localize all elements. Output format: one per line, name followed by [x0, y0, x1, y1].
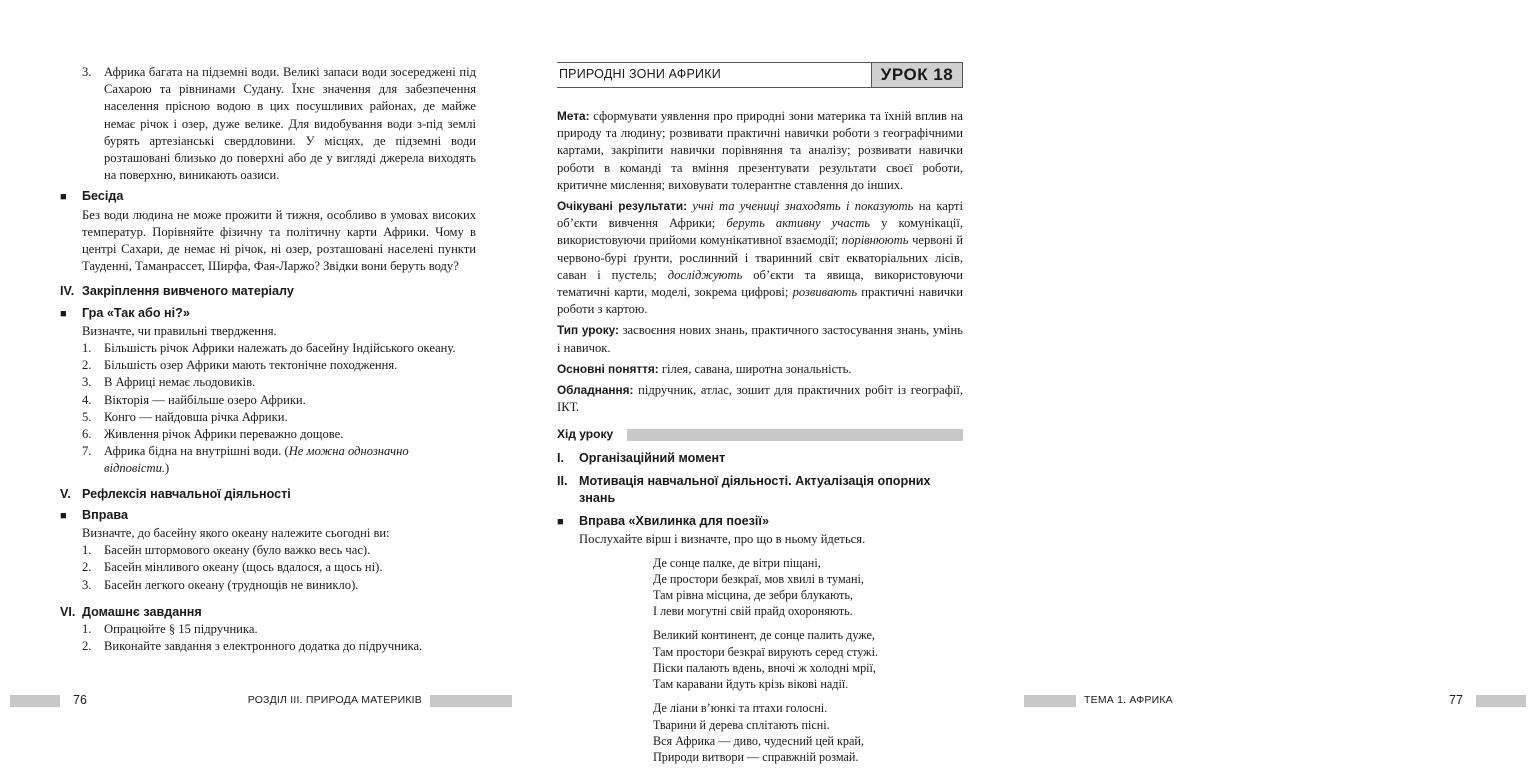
- lesson-progress-heading: [557, 426, 963, 443]
- goal-block: [557, 108, 963, 194]
- results-block: [557, 198, 963, 318]
- goal-text: сформувати уявлення про природні зони материка та їхній вплив на природу та людину; розвивати практичні навички роботи з географічними картами, закріпити навички порівняння та аналізу; розвивати навички роботи в команді та вміння презентувати результати своєї роботи, критичне мислення; виховувати толерантне ставлення до інших.: [557, 109, 963, 192]
- running-head: РОЗДІЛ ІІІ. ПРИРОДА МАТЕРИКІВ: [247, 694, 422, 707]
- poem-line: Великий континент, де сонце палить дуже,: [653, 628, 875, 643]
- section-heading-vi: [60, 604, 476, 621]
- square-bullet-icon: ■: [60, 307, 67, 320]
- section-heading-v: [60, 486, 476, 503]
- lesson-header: [557, 62, 963, 88]
- footer-bar: [430, 695, 512, 707]
- item-number: 3.: [82, 577, 92, 592]
- poem-stanza: [653, 555, 963, 620]
- poem-line: Там каравани йдуть крізь вікові надії.: [653, 677, 849, 692]
- square-bullet-icon: ■: [60, 191, 67, 204]
- item-text: Виконайте завдання з електронного додатка до підручника.: [104, 639, 423, 654]
- footer-bar: [10, 695, 60, 707]
- results-label: Очікувані результати:: [557, 199, 688, 214]
- results-verb: беруть активну участь: [726, 216, 871, 231]
- poem-stanza: [653, 700, 963, 765]
- item-number: 3.: [82, 375, 92, 390]
- section-number: IV.: [60, 284, 75, 299]
- poem-stanza: [653, 627, 963, 692]
- item-number: 3.: [82, 65, 92, 79]
- item-text: Більшість озер Африки мають тектонічне походження.: [104, 358, 398, 373]
- poem-line: Де сонце палке, де вітри піщані,: [653, 555, 821, 570]
- square-bullet-icon: ■: [60, 509, 67, 522]
- left-page-column: [60, 64, 476, 656]
- section-title: Домашнє завдання: [82, 604, 202, 619]
- item-number: 1.: [82, 622, 92, 637]
- item-text: Конго — найдовша річка Африки.: [104, 409, 288, 424]
- section-title: Організаційний момент: [579, 450, 726, 465]
- item-text: Басейн штормового океану (було важко весь час).: [104, 543, 371, 558]
- item-text: Вікторія — найбільше озеро Африки.: [104, 392, 306, 407]
- list-item: [82, 443, 476, 477]
- lesson-topic: ПРИРОДНІ ЗОНИ АФРИКИ: [557, 62, 871, 88]
- item-number: 5.: [82, 409, 92, 424]
- list-item: [82, 426, 476, 443]
- item-number: 7.: [82, 444, 92, 459]
- item-number: 1.: [82, 543, 92, 558]
- results-text: об’єкти та явища, використовуючи тематичні карти, моделі, зокрема цифрові;: [557, 267, 963, 300]
- equipment-label: Обладнання:: [557, 383, 634, 398]
- heading-bar: [627, 429, 963, 441]
- item-text-main: Африка бідна на внутрішні води. (: [104, 444, 289, 459]
- besida-heading: [60, 188, 476, 206]
- vprava-list: [60, 542, 476, 594]
- item-text: Африка багата на підземні води. Великі запаси води зосереджені під Сахарою та рівнинами Судану. Їхнє значення для забезпечення населення прісною водою в цих посушливих районах, де майже немає річок і озер, дуже велике. Для видобування води з-під землі бурять артезіанські свердловини. У місцях, де підземні води розташовані близько до поверхні або де у вигляді джерела виходять на поверхню, виникають оазиси.: [104, 65, 476, 183]
- item-number: 6.: [82, 427, 92, 442]
- poem-line: Там рівна місцина, де зебри блукають,: [653, 588, 853, 603]
- poem-line: Де ліани в’юнкі та птахи голосні.: [653, 701, 828, 716]
- results-text: на карті об’єкти вивчення Африки;: [557, 199, 963, 231]
- section-title: Рефлексія навчальної діяльності: [82, 486, 291, 501]
- poem: [557, 555, 963, 765]
- results-text: червоні й червоно-бурі ґрунти, рослинний і тваринний світ екваторіальних лісів, саван і пустель;: [557, 233, 964, 282]
- poetry-intro: Послухайте вірш і визначте, про що в ньому йдеться.: [579, 532, 866, 547]
- results-text: практичні навички роботи з картою.: [557, 285, 963, 317]
- item-number: 2.: [82, 358, 92, 373]
- item-answer-italic: Не можна однозначно відповісти.: [104, 444, 409, 476]
- list-item: [82, 374, 476, 391]
- item-text: Живлення річок Африки переважно дощове.: [104, 427, 344, 442]
- poetry-heading: [557, 513, 963, 531]
- lesson-type-label: Тип уроку:: [557, 323, 619, 338]
- list-item: [60, 64, 476, 184]
- list-item: [82, 621, 476, 638]
- section-number: I.: [557, 450, 564, 465]
- list-item: [82, 638, 476, 655]
- square-bullet-icon: ■: [557, 516, 564, 529]
- lesson-type-text: засвоєння нових знань, практичного застосування знань, умінь і навичок.: [557, 323, 963, 355]
- section-heading-ii: [557, 473, 963, 507]
- lesson-type-block: [557, 322, 963, 356]
- poem-line: І леви могутні свій прайд охороняють.: [653, 604, 853, 619]
- left-footer: [0, 692, 512, 710]
- item-text: В Африці немає льодовиків.: [104, 375, 256, 390]
- section-number: V.: [60, 486, 71, 501]
- list-item: [82, 542, 476, 559]
- game-intro: Визначте, чи правильні твердження.: [82, 323, 277, 338]
- item-text: Басейн легкого океану (труднощів не виникло).: [104, 577, 359, 592]
- homework-list: [60, 621, 476, 655]
- game-list: [60, 340, 476, 478]
- lesson-number: УРОК 18: [871, 62, 963, 88]
- item-text: [104, 443, 476, 477]
- page-number: 76: [73, 693, 87, 708]
- item-number: 4.: [82, 392, 92, 407]
- section-title: Закріплення вивченого матеріалу: [82, 284, 294, 299]
- list-item: [82, 340, 476, 357]
- left-page: [0, 0, 512, 768]
- vprava-intro: Визначте, до басейну якого океану належите сьогодні ви:: [82, 526, 390, 541]
- section-heading-iv: [60, 283, 476, 300]
- footer-bar: [1024, 695, 1076, 707]
- right-footer: [1024, 692, 1536, 710]
- results-text: у комунікації, використовуючи прийоми комунікативної взаємодії;: [557, 216, 963, 248]
- section-number: VI.: [60, 604, 76, 619]
- footer-bar: [1476, 695, 1526, 707]
- results-verb: розвивають: [792, 285, 858, 300]
- concepts-text: гілея, савана, широтна зональність.: [661, 361, 852, 376]
- section-title: Мотивація навчальної діяльності. Актуалізація опорних знань: [579, 473, 931, 506]
- right-page-column: [557, 64, 963, 765]
- vprava-title: Вправа: [82, 507, 128, 522]
- besida-text: Без води людина не може прожити й тижня, особливо в умовах високих температур. Порівняйте фізичну та політичну карти Африки. Чому в центрі Сахари, де немає ні річок, ні озер, розташовані населені пункти Тауденні, Таманрассет, Ширфа, Фая-Ларжо? Звідки вони беруть воду?: [82, 207, 476, 274]
- section-number: II.: [557, 473, 568, 488]
- game-title: Гра «Так або ні?»: [82, 305, 190, 320]
- poem-line: Піски палають вдень, вночі ж холодні мрії,: [653, 660, 876, 675]
- list-item: [82, 409, 476, 426]
- item-number: 2.: [82, 560, 92, 575]
- poem-line: Природи витвори — справжній розмай.: [653, 749, 859, 764]
- poem-line: Вся Африка — диво, чудесний цей край,: [653, 733, 864, 748]
- list-item: [82, 392, 476, 409]
- running-head: ТЕМА 1. АФРИКА: [1084, 694, 1173, 707]
- list-item: [82, 559, 476, 576]
- item-number: 1.: [82, 341, 92, 356]
- poem-line: Тварини й дерева сплітають пісні.: [653, 717, 830, 732]
- item-text: Басейн мінливого океану (щось вдалося, а щось ні).: [104, 560, 383, 575]
- lesson-progress-title: Хід уроку: [557, 427, 614, 442]
- equipment-block: [557, 382, 963, 416]
- poetry-title: Вправа «Хвилинка для поезії»: [579, 514, 769, 529]
- results-verb: порівнюють: [841, 233, 909, 248]
- page-number: 77: [1449, 693, 1463, 708]
- concepts-label: Основні поняття:: [557, 361, 659, 376]
- equipment-text: підручник, атлас, зошит для практичних робіт із географії, ІКТ.: [557, 383, 963, 415]
- item-text: Більшість річок Африки належать до басейну Індійського океану.: [104, 341, 456, 356]
- besida-title: Бесіда: [82, 189, 124, 204]
- results-verb: досліджують: [667, 267, 743, 282]
- item-text-close: ): [165, 461, 170, 476]
- item-text: Опрацюйте § 15 підручника.: [104, 622, 258, 637]
- list-item: [82, 577, 476, 594]
- results-verb: учні та учениці знаходять і показують: [692, 199, 914, 214]
- right-page: [512, 0, 1463, 768]
- vprava-heading: [60, 507, 476, 525]
- item-number: 2.: [82, 639, 92, 654]
- poem-line: Там простори безкраї вирують серед стужі.: [653, 644, 879, 659]
- list-item: [82, 357, 476, 374]
- poem-line: Де простори безкраї, мов хвилі в тумані,: [653, 571, 864, 586]
- goal-label: Мета:: [557, 109, 590, 123]
- concepts-block: [557, 361, 963, 378]
- game-heading: [60, 305, 476, 323]
- section-heading-i: [557, 450, 963, 467]
